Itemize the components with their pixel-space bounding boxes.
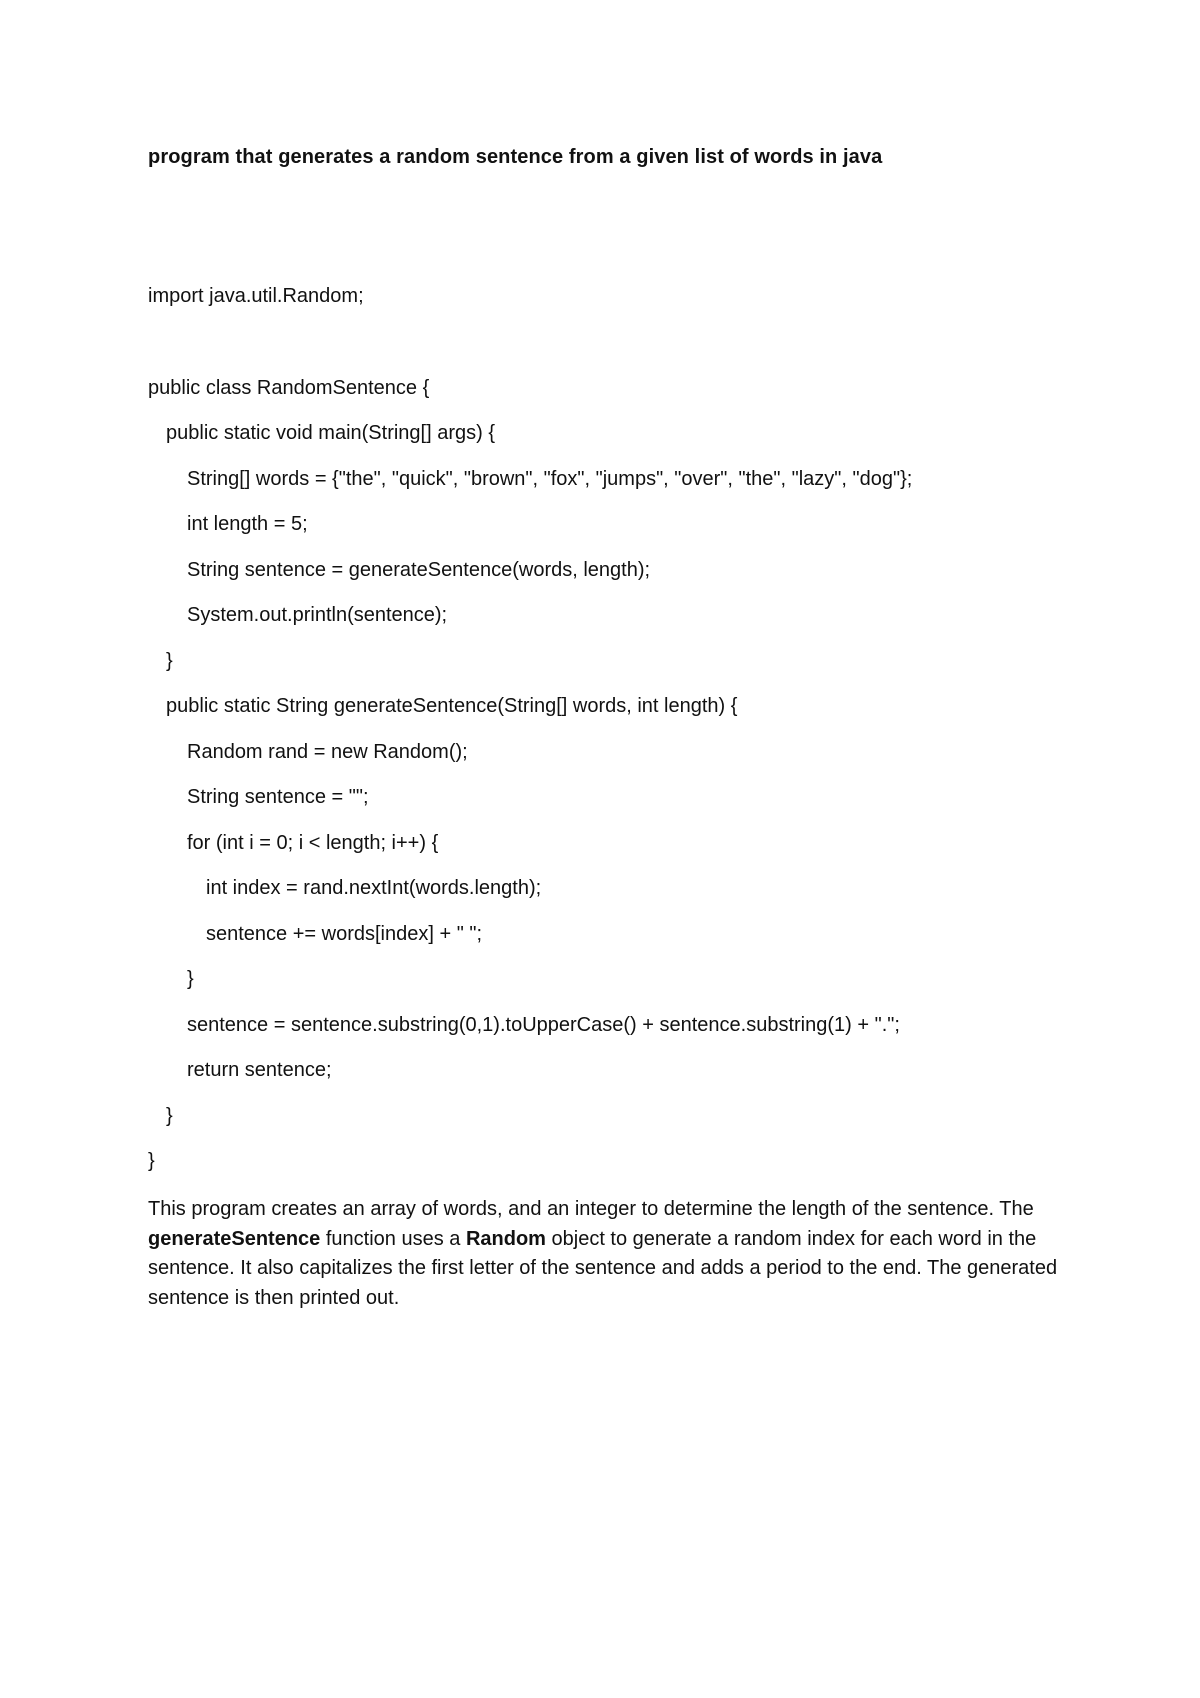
code-line-random-init: Random rand = new Random(); xyxy=(187,741,468,763)
description-text-3: object to generate a random index for each word in the sentence. It also capitalizes the first letter of the sentence and adds a period to the end. The generated sentence is then printed out. xyxy=(148,1227,1058,1309)
description-term-random: Random xyxy=(465,1227,546,1250)
code-line-length: int length = 5; xyxy=(187,513,308,535)
code-line-class-close: } xyxy=(148,1150,155,1172)
code-line-main-close: } xyxy=(166,650,173,672)
code-line-for-loop: for (int i = 0; i < length; i++) { xyxy=(187,832,439,854)
description-paragraph xyxy=(148,1195,1078,1313)
code-line-words-array: String[] words = {"the", "quick", "brown", "fox", "jumps", "over", "the", "lazy", "dog"}; xyxy=(187,468,913,490)
document-title: program that generates a random sentence from a given list of words in java xyxy=(148,146,883,168)
code-line-for-close: } xyxy=(187,968,194,990)
code-line-sentence-init: String sentence = ""; xyxy=(187,786,369,808)
description-text-1: This program creates an array of words, and an integer to determine the length of the sentence. The xyxy=(148,1198,1034,1220)
code-line-main-method: public static void main(String[] args) { xyxy=(166,422,496,444)
code-line-println: System.out.println(sentence); xyxy=(187,604,448,626)
description-term-generate-sentence: generateSentence xyxy=(148,1227,321,1250)
code-line-return: return sentence; xyxy=(187,1059,332,1081)
code-line-append: sentence += words[index] + " "; xyxy=(206,923,483,945)
description-text-2: function uses a xyxy=(320,1227,466,1250)
code-line-generate-close: } xyxy=(166,1105,173,1127)
code-line-capitalize: sentence = sentence.substring(0,1).toUpperCase() + sentence.substring(1) + "."; xyxy=(187,1014,900,1036)
code-line-index: int index = rand.nextInt(words.length); xyxy=(206,877,542,899)
code-line-sentence-call: String sentence = generateSentence(words, length); xyxy=(187,559,651,581)
code-line-class-declaration: public class RandomSentence { xyxy=(148,377,430,399)
code-line-generate-method: public static String generateSentence(String[] words, int length) { xyxy=(166,695,738,717)
code-line-import: import java.util.Random; xyxy=(148,285,364,307)
